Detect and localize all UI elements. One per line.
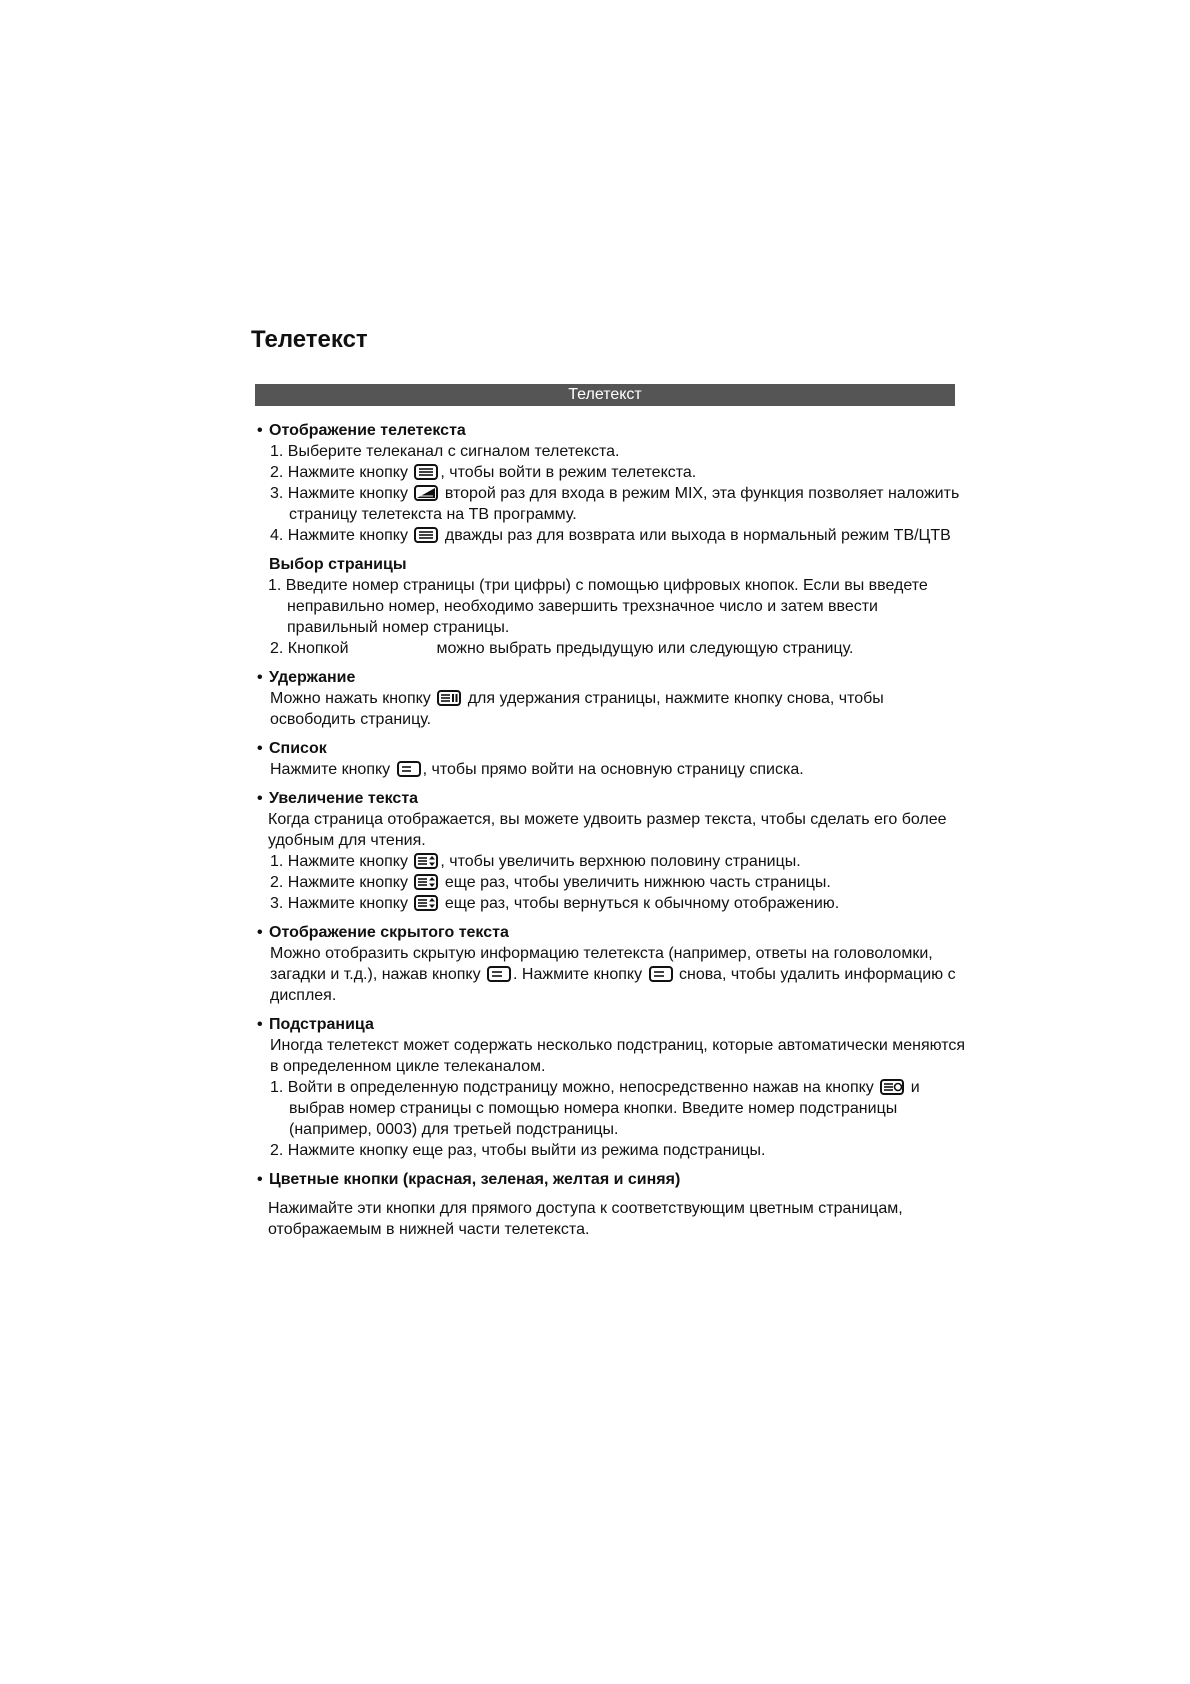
section-title: • Цветные кнопки (красная, зеленая, желтая и синяя) (257, 1171, 681, 1188)
list-item: 4. Нажмите кнопку дважды раз для возврата или выхода в нормальный режим ТВ/ЦТВ (270, 527, 951, 544)
hold-button-icon (437, 690, 461, 706)
list-item: 1. Введите номер страницы (три цифры) с помощью цифровых кнопок. Если вы введете неправильно номер, необходимо завершить трехзначное число и затем ввести правильный номер страницы. (268, 577, 928, 636)
page-title: Телетекст (251, 326, 368, 353)
list-item: 2. Нажмите кнопку еще раз, чтобы увеличить нижнюю часть страницы. (270, 874, 831, 891)
section-size (257, 788, 967, 914)
size-button-icon (414, 874, 438, 890)
subpage-button-icon (880, 1079, 904, 1095)
bullet: • (257, 669, 263, 686)
section-page-select (257, 554, 967, 659)
section-title: • Список (257, 740, 327, 757)
list-item: 1. Войти в определенную подстраницу можно, непосредственно нажав на кнопку и выбрав номер страницы с помощью номера кнопки. Введите номер подстраницы (например, 0003) для третьей подстраницы. (270, 1079, 920, 1138)
paragraph: Нажмите кнопку , чтобы прямо войти на основную страницу списка. (270, 761, 804, 778)
section-title: • Удержание (257, 669, 356, 686)
section-reveal (257, 922, 967, 1006)
paragraph: Иногда телетекст может содержать несколько подстраниц, которые автоматически меняются в определенном цикле телеканалом. (270, 1037, 966, 1075)
bullet: • (257, 1171, 263, 1188)
bullet: • (257, 924, 263, 941)
list-item: 1. Нажмите кнопку , чтобы увеличить верхнюю половину страницы. (270, 853, 801, 870)
size-button-icon (414, 853, 438, 869)
section-header-bar: Телетекст (255, 384, 955, 406)
section-index (257, 738, 967, 780)
section-title: • Подстраница (257, 1016, 374, 1033)
reveal-button-icon (649, 966, 673, 982)
content-area (257, 420, 967, 1248)
paragraph: Нажимайте эти кнопки для прямого доступа к соответствующим цветным страницам, отображаемым в нижней части телетекста. (268, 1200, 903, 1238)
section-title: • Увеличение текста (257, 790, 419, 807)
section-title: • Отображение телетекста (257, 422, 466, 439)
teletext-button-icon (414, 527, 438, 543)
section-title: Выбор страницы (269, 556, 407, 573)
list-item: 2. Нажмите кнопку , чтобы войти в режим телетекста. (270, 464, 697, 481)
reveal-button-icon (487, 966, 511, 982)
section-teletext-display (257, 420, 967, 546)
paragraph: Можно нажать кнопку для удержания страницы, нажмите кнопку снова, чтобы освободить страницу. (270, 690, 884, 728)
bullet: • (257, 422, 263, 439)
list-item: 3. Нажмите кнопку второй раз для входа в режим MIX, эта функция позволяет наложить страницу телетекста на ТВ программу. (270, 485, 960, 523)
bullet: • (257, 790, 263, 807)
section-title: • Отображение скрытого текста (257, 924, 509, 941)
section-subpage (257, 1014, 967, 1161)
paragraph: Можно отобразить скрытую информацию телетекста (например, ответы на головоломки, загадки и т.д.), нажав кнопку . Нажмите кнопку снова, чтобы удалить информацию с дисплея. (270, 945, 956, 1004)
list-item: 1. Выберите телеканал с сигналом телетекста. (270, 443, 620, 460)
index-button-icon (397, 761, 421, 777)
section-color-buttons (257, 1169, 967, 1240)
mix-button-icon (414, 485, 438, 501)
section-hold (257, 667, 967, 730)
list-item: 2. Кнопкой можно выбрать предыдущую или следующую страницу. (270, 640, 854, 657)
paragraph: Когда страница отображается, вы можете удвоить размер текста, чтобы сделать его более удобным для чтения. (268, 811, 947, 849)
teletext-button-icon (414, 464, 438, 480)
list-item: 3. Нажмите кнопку еще раз, чтобы вернуться к обычному отображению. (270, 895, 840, 912)
bullet: • (257, 1016, 263, 1033)
bullet: • (257, 740, 263, 757)
size-button-icon (414, 895, 438, 911)
list-item: 2. Нажмите кнопку еще раз, чтобы выйти из режима подстраницы. (270, 1142, 766, 1159)
